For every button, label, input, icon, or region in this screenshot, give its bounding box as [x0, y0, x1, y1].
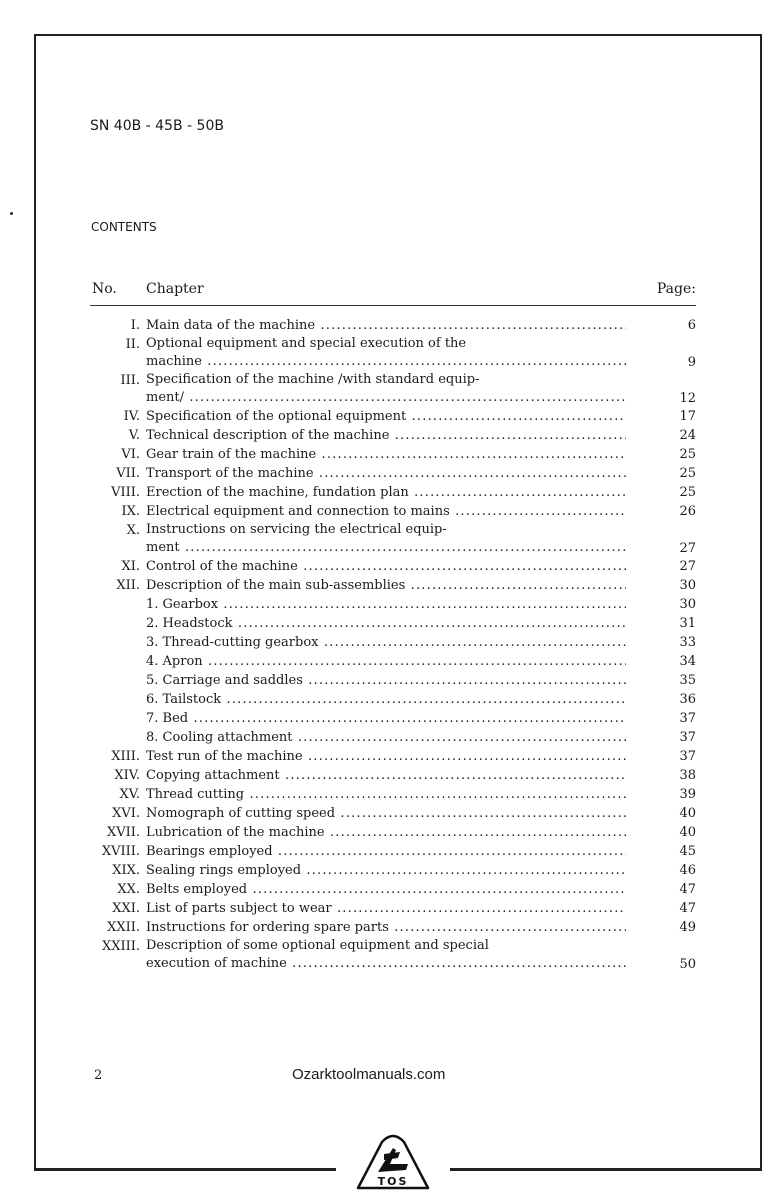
toc-entry [90, 823, 696, 842]
toc-entry-number: XIX. [112, 863, 140, 878]
toc-entry-page: 30 [679, 578, 696, 593]
toc-entry-title: Specification of the optional equipment ..... [146, 407, 626, 426]
toc-entry-title: Belts employed ..... [146, 880, 626, 899]
toc-entry-title: 8. Cooling attachment ..... [146, 728, 626, 747]
toc-entry-page: 40 [679, 806, 696, 821]
toc-entry-title: Test run of the machine ..... [146, 747, 626, 766]
toc-entry-title: 1. Gearbox ..... [146, 595, 626, 614]
toc-entry-title-continued: ment/ ..... [146, 389, 626, 407]
toc-entry-title: Instructions on servicing the electrical equip- [146, 522, 447, 537]
toc-entry-title: Gear train of the machine ..... [146, 445, 626, 464]
toc-entry [90, 671, 696, 690]
toc-entry-page: 12 [679, 391, 696, 406]
column-header-page: Page: [656, 281, 696, 297]
toc-entry-page: 25 [679, 447, 696, 462]
toc-entry-page: 27 [679, 541, 696, 556]
toc-entry [90, 690, 696, 709]
toc-entry-title: Copying attachment ..... [146, 766, 626, 785]
toc-entry [90, 747, 696, 766]
toc-entry [90, 728, 696, 747]
model-heading: SN 40B - 45B - 50B [90, 118, 224, 134]
toc-entry-title: Instructions for ordering spare parts ..... [146, 918, 626, 937]
toc-entry [90, 899, 696, 918]
toc-entry-number: IX. [121, 504, 140, 519]
toc-entry-page: 47 [679, 882, 696, 897]
header-divider [90, 305, 696, 306]
toc-entry-page: 24 [679, 428, 696, 443]
toc-entry-page: 26 [679, 504, 696, 519]
toc-entry [90, 576, 696, 595]
toc-entry-number: VIII. [111, 485, 140, 500]
toc-entry [90, 842, 696, 861]
toc-entry-number: X. [126, 523, 140, 538]
toc-entry [90, 521, 696, 557]
toc-entry-number: III. [120, 373, 140, 388]
toc-entry-page: 46 [679, 863, 696, 878]
toc-entry-number: XIII. [111, 749, 140, 764]
toc-entry [90, 483, 696, 502]
toc-entry-number: II. [125, 337, 140, 352]
toc-entry-title: 5. Carriage and saddles ..... [146, 671, 626, 690]
toc-entry-page: 27 [679, 559, 696, 574]
table-of-contents [90, 316, 696, 973]
toc-entry-page: 35 [679, 673, 696, 688]
toc-entry-title: Lubrication of the machine ..... [146, 823, 626, 842]
toc-entry-number: XII. [116, 578, 140, 593]
column-header-chapter: Chapter [146, 281, 204, 297]
toc-entry [90, 937, 696, 973]
toc-entry-title: Description of some optional equipment and special [146, 938, 489, 953]
toc-entry-page: 31 [679, 616, 696, 631]
toc-entry-number: XI. [121, 559, 140, 574]
toc-entry-title: 7. Bed ..... [146, 709, 626, 728]
toc-entry-page: 34 [679, 654, 696, 669]
toc-entry-page: 25 [679, 485, 696, 500]
toc-entry-title: 4. Apron ..... [146, 652, 626, 671]
toc-entry-page: 9 [687, 355, 696, 370]
toc-entry-number: XX. [117, 882, 140, 897]
toc-entry-title: Bearings employed ..... [146, 842, 626, 861]
toc-entry [90, 614, 696, 633]
toc-entry-page: 37 [679, 730, 696, 745]
scan-speck [10, 212, 13, 215]
toc-entry [90, 918, 696, 937]
toc-entry-title: Main data of the machine ..... [146, 316, 626, 335]
toc-entry [90, 880, 696, 899]
toc-entry-number: IV. [123, 409, 140, 424]
toc-entry-title: Description of the main sub-assemblies ..... [146, 576, 626, 595]
toc-entry-page: 40 [679, 825, 696, 840]
tos-logo-icon [338, 1134, 448, 1190]
toc-entry [90, 766, 696, 785]
toc-entry-title-continued: execution of machine ..... [146, 955, 626, 973]
page-frame-left [34, 34, 36, 1170]
toc-entry-title: 6. Tailstock ..... [146, 690, 626, 709]
toc-entry-title-continued: ment ..... [146, 539, 626, 557]
toc-entry-title: 3. Thread-cutting gearbox ..... [146, 633, 626, 652]
toc-entry-number: XVIII. [101, 844, 140, 859]
toc-entry [90, 633, 696, 652]
toc-entry-number: VII. [116, 466, 140, 481]
toc-column-headers [92, 281, 696, 303]
toc-entry-page: 17 [679, 409, 696, 424]
toc-entry [90, 861, 696, 880]
toc-entry [90, 652, 696, 671]
toc-entry [90, 557, 696, 576]
toc-entry-number: VI. [121, 447, 140, 462]
toc-entry-title: Optional equipment and special execution of the [146, 336, 467, 351]
toc-entry-number: XVI. [112, 806, 140, 821]
toc-entry [90, 709, 696, 728]
page-number: 2 [94, 1068, 103, 1083]
toc-entry-title: 2. Headstock ..... [146, 614, 626, 633]
toc-entry-title-continued: machine ..... [146, 353, 626, 371]
toc-entry [90, 426, 696, 445]
logo-lettering: TOS [377, 1175, 409, 1188]
page-frame-top [34, 34, 762, 36]
toc-entry-page: 49 [679, 920, 696, 935]
toc-entry-title: List of parts subject to wear ..... [146, 899, 626, 918]
toc-entry [90, 595, 696, 614]
contents-heading: CONTENTS [91, 220, 157, 234]
toc-entry [90, 407, 696, 426]
page-frame-right [760, 34, 762, 1170]
toc-entry-title: Sealing rings employed ..... [146, 861, 626, 880]
page-frame-bottom-right [450, 1168, 762, 1171]
toc-entry-title: Technical description of the machine ..... [146, 426, 626, 445]
toc-entry-page: 33 [679, 635, 696, 650]
page-frame-bottom-left [34, 1168, 336, 1171]
toc-entry [90, 464, 696, 483]
toc-entry-page: 47 [679, 901, 696, 916]
toc-entry-title: Specification of the machine /with standard equip- [146, 372, 480, 387]
toc-entry [90, 445, 696, 464]
toc-entry [90, 502, 696, 521]
toc-entry [90, 785, 696, 804]
toc-entry-number: XV. [119, 787, 140, 802]
toc-entry [90, 804, 696, 823]
toc-entry-number: XXI. [112, 901, 140, 916]
toc-entry [90, 316, 696, 335]
toc-entry-title: Control of the machine ..... [146, 557, 626, 576]
toc-entry-number: XIV. [114, 768, 140, 783]
toc-entry-page: 39 [679, 787, 696, 802]
toc-entry-page: 37 [679, 749, 696, 764]
toc-entry-page: 25 [679, 466, 696, 481]
toc-entry-title: Nomograph of cutting speed ..... [146, 804, 626, 823]
toc-entry-page: 30 [679, 597, 696, 612]
toc-entry-title: Transport of the machine ..... [146, 464, 626, 483]
toc-entry-number: XVII. [106, 825, 140, 840]
toc-entry-number: XXII. [107, 920, 140, 935]
column-header-no: No. [92, 281, 117, 297]
toc-entry-number: I. [130, 318, 140, 333]
toc-entry-page: 36 [679, 692, 696, 707]
toc-entry-title: Thread cutting ..... [146, 785, 626, 804]
toc-entry [90, 371, 696, 407]
toc-entry-page: 37 [679, 711, 696, 726]
toc-entry-page: 50 [679, 957, 696, 972]
toc-entry-page: 45 [679, 844, 696, 859]
toc-entry-title: Electrical equipment and connection to mains ..... [146, 502, 626, 521]
toc-entry-number: XXIII. [101, 939, 140, 954]
toc-entry-page: 6 [687, 318, 696, 333]
toc-entry [90, 335, 696, 371]
toc-entry-number: V. [128, 428, 140, 443]
toc-entry-page: 38 [679, 768, 696, 783]
website-watermark: Ozarktoolmanuals.com [292, 1066, 446, 1083]
toc-entry-title: Erection of the machine, fundation plan ..... [146, 483, 626, 502]
